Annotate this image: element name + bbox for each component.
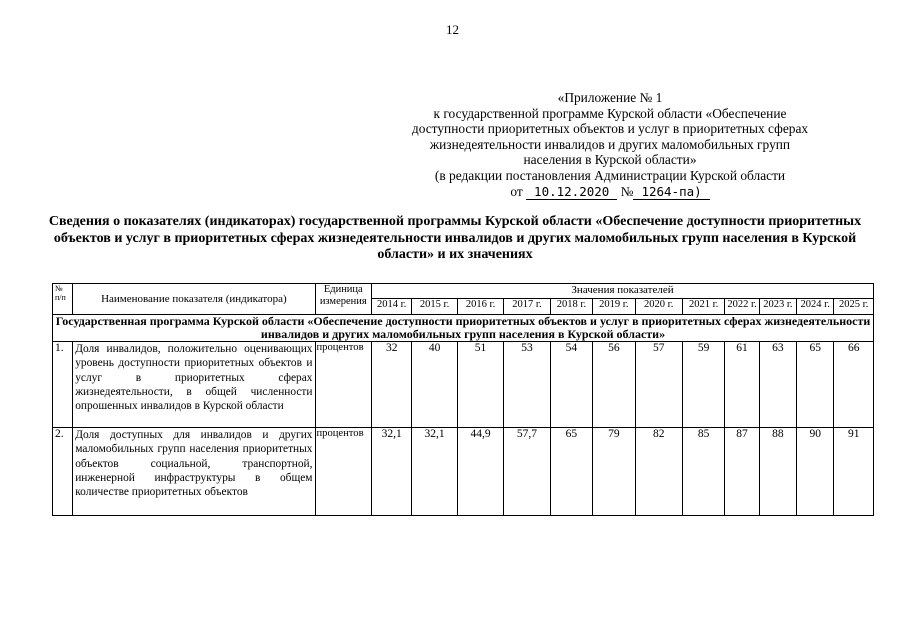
appendix-line: к государственной программе Курской области «Обеспечение (433, 105, 787, 121)
value-cell: 54 (550, 342, 592, 428)
document-heading: Сведения о показателях (индикаторах) государственной программы Курской области «Обеспечение доступности приоритетных объектов и услуг в приоритетных сферах жизнедеятельности инвалидов и других маломобильных групп населения в Курской области» и их значениях (48, 214, 862, 263)
table-row (53, 428, 874, 516)
appendix-line: (в редакции постановления Администрации Курской области (434, 167, 786, 183)
col-unit-header: Единица измерения (315, 284, 372, 315)
indicator-name: Доля доступных для инвалидов и других маломобильных групп населения приоритетных объектов социальной, транспортной, инженерной инфраструктуры в общем количестве приоритетных объектов (73, 428, 315, 516)
value-cell: 53 (504, 342, 550, 428)
appendix-line: населения в Курской области» (523, 152, 697, 168)
table-row (53, 342, 874, 428)
value-cell: 32,1 (372, 428, 412, 516)
value-cell: 57,7 (504, 428, 550, 516)
value-cell: 65 (550, 428, 592, 516)
date-prefix: от (510, 183, 523, 199)
row-number: 2. (53, 428, 73, 516)
year-header: 2023 г. (759, 299, 796, 315)
year-header: 2020 г. (635, 299, 682, 315)
year-header: 2017 г. (504, 299, 550, 315)
indicators-table (52, 283, 874, 516)
indicator-unit: процентов (315, 428, 372, 516)
value-cell: 91 (834, 428, 874, 516)
appendix-line: «Приложение № 1 (557, 90, 663, 105)
col-name-header: Наименование показателя (индикатора) (73, 284, 315, 315)
appendix-line: жизнедеятельности инвалидов и других маломобильных групп (429, 136, 791, 152)
header-row (53, 284, 874, 299)
col-values-header: Значения показателей (372, 284, 874, 299)
indicator-name: Доля инвалидов, положительно оценивающих уровень доступности приоритетных объектов и услуг в приоритетных сферах жизнедеятельности, в общей численности опрошенных инвалидов в Курской области (73, 342, 315, 428)
value-cell: 57 (635, 342, 682, 428)
value-cell: 32 (372, 342, 412, 428)
value-cell: 66 (834, 342, 874, 428)
year-header: 2022 г. (725, 299, 759, 315)
value-cell: 40 (412, 342, 457, 428)
section-title: Государственная программа Курской области «Обеспечение доступности приоритетных объектов и услуг в приоритетных сферах жизнедеятельности инвалидов и других маломобильных групп населения в Курской области» (53, 315, 874, 342)
value-cell: 44,9 (457, 428, 503, 516)
value-cell: 63 (759, 342, 796, 428)
value-cell: 51 (457, 342, 503, 428)
year-header: 2014 г. (372, 299, 412, 315)
row-number: 1. (53, 342, 73, 428)
appendix-date-line (380, 184, 840, 201)
value-cell: 65 (797, 342, 834, 428)
value-cell: 56 (593, 342, 635, 428)
value-cell: 79 (593, 428, 635, 516)
resolution-date: 10.12.2020 (526, 184, 617, 201)
year-header: 2024 г. (797, 299, 834, 315)
year-header: 2018 г. (550, 299, 592, 315)
indicator-unit: процентов (315, 342, 372, 428)
appendix-line: доступности приоритетных объектов и услуг в приоритетных сферах (411, 121, 809, 137)
year-header: 2019 г. (593, 299, 635, 315)
value-cell: 59 (682, 342, 724, 428)
number-prefix: № (620, 183, 634, 199)
appendix-block (380, 90, 840, 200)
value-cell: 90 (797, 428, 834, 516)
value-cell: 82 (635, 428, 682, 516)
value-cell: 32,1 (412, 428, 457, 516)
year-header: 2016 г. (457, 299, 503, 315)
value-cell: 61 (725, 342, 759, 428)
resolution-number: 1264-па) (633, 184, 709, 201)
section-row (53, 315, 874, 342)
page-number: 12 (446, 22, 459, 37)
year-header: 2025 г. (834, 299, 874, 315)
year-header: 2021 г. (682, 299, 724, 315)
value-cell: 88 (759, 428, 796, 516)
col-num-header: № п/п (53, 284, 73, 315)
value-cell: 87 (725, 428, 759, 516)
year-header: 2015 г. (412, 299, 457, 315)
value-cell: 85 (682, 428, 724, 516)
